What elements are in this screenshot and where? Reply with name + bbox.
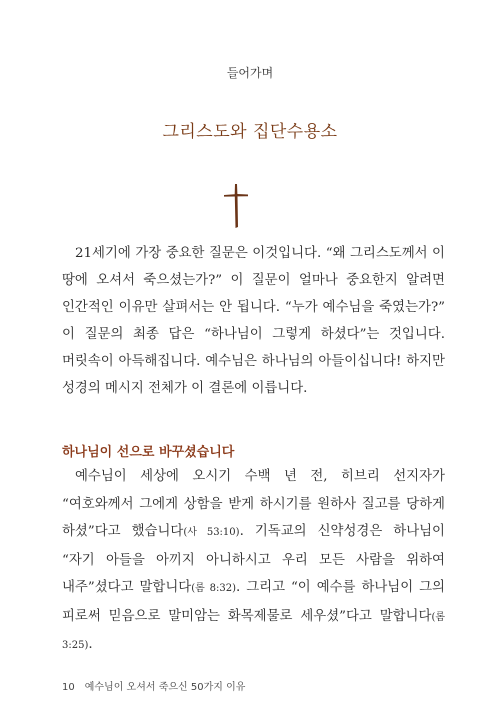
section-text-2: . 기독교의 신약성경은 하나님이 “자기 아들을 아끼지 아니하시고 우리 모든 사람을 위하여 내주”셨다고 말합니다 [62, 524, 445, 595]
scripture-ref: (롬 3:25) [62, 611, 445, 651]
page-footer [62, 678, 245, 693]
chapter-title: 그리스도와 집단수용소 [162, 122, 338, 142]
cross-icon [222, 183, 250, 229]
section-heading: 하나님이 선으로 바꾸셨습니다 [62, 445, 235, 460]
section-paragraph [62, 463, 445, 660]
section-text-4: . [88, 637, 93, 652]
page-number: 10 [62, 682, 75, 693]
scripture-ref: (롬 8:32) [191, 583, 237, 594]
intro-text: 21세기에 가장 중요한 질문은 이것입니다. “왜 그리스도께서 이 땅에 오셔서 죽으셨는가?” 이 질문이 얼마나 중요한지 알려면 인간적인 이유만 살펴서는 안 됩니다. “누가 예수님을 죽였는가?” 이 질문의 최종 답은 “하나님이 그렇게 하셨다”는 것입니다. 머릿속이 아득해집니다. 예수님은 하나님의 아들이십니다! 하지만 성경의 메시지 전체가 이 결론에 이릅니다. [62, 246, 445, 396]
intro-paragraph [62, 240, 445, 402]
scripture-ref: (사 53:10) [183, 527, 240, 538]
section-text-1: 예수님이 세상에 오시기 수백 년 전, 히브리 선지자가 “여호와께서 그에게 상함을 받게 하시기를 원하사 질고를 당하게 하셨”다고 했습니다 [62, 469, 445, 539]
section-label: 들어가며 [226, 66, 274, 80]
section-text-3: . 그리고 “이 예수를 하나님이 그의 피로써 믿음으로 말미암는 화목제물로 세우셨”다고 말합니다 [62, 580, 445, 624]
book-title: 예수님이 오셔서 죽으신 50가지 이유 [84, 682, 246, 693]
